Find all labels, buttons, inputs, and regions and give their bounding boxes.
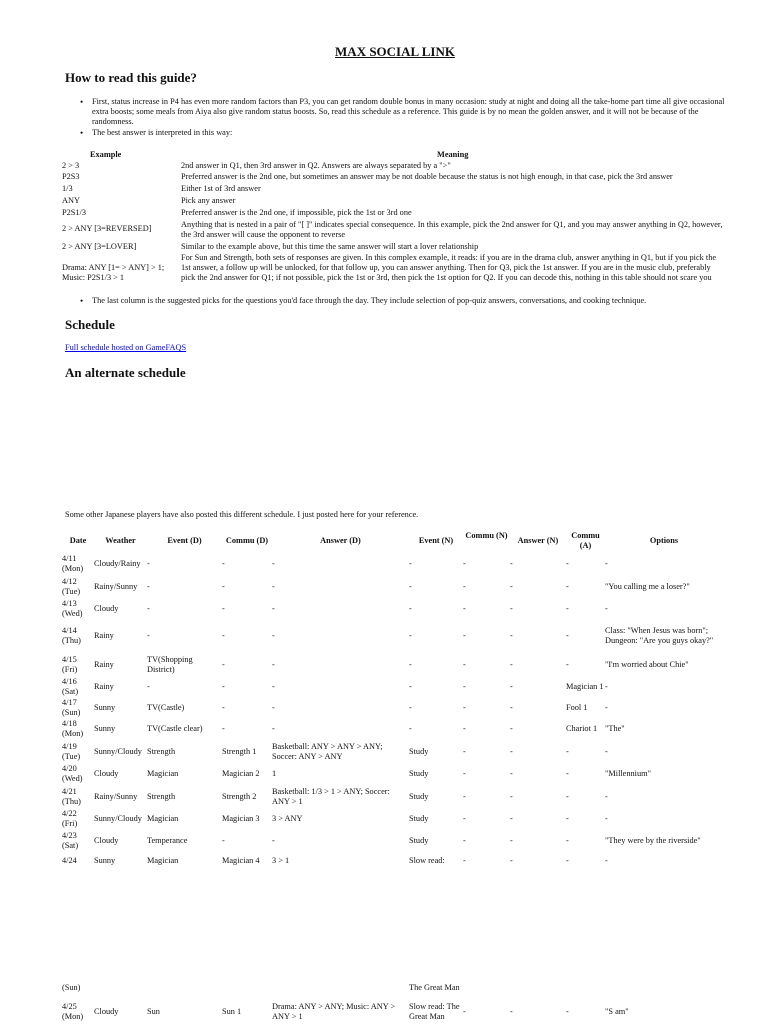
cell-commu-night: - [463, 791, 466, 801]
header-commu-after: Commu (A) [571, 531, 600, 550]
cell-weather: Sunny [94, 856, 116, 865]
cell-commu-after: - [566, 603, 569, 613]
cell-commu-after: Chariot 1 [566, 724, 598, 733]
howto-bullets-end [80, 296, 725, 307]
cell-date: 4/22 (Fri) [62, 809, 78, 828]
legend-example: 2 > 3 [62, 161, 80, 170]
cell-weather: Cloudy [94, 603, 119, 613]
legend-example: P2S3 [62, 172, 80, 181]
cell-date: 4/25 (Mon) [62, 1002, 84, 1021]
cell-date: 4/15 (Fri) [62, 654, 78, 674]
cell-commu-night: - [463, 603, 466, 613]
cell-event-day: - [147, 603, 150, 613]
cell-date: 4/13 (Wed) [62, 598, 83, 618]
cell-commu-after: - [566, 559, 569, 568]
cell-commu-day: Sun 1 [222, 1007, 242, 1016]
bullet-last-column: • The last column is the suggested picks for the questions you'd face through the day. They include selection of pop-quiz answers, conversations, and cooking technique. [80, 296, 725, 306]
cell-commu-after: - [566, 856, 569, 865]
cell-date: 4/21 (Thu) [62, 786, 81, 806]
cell-commu-after: - [566, 769, 569, 778]
cell-weather: Rainy [94, 682, 114, 691]
cell-date: 4/18 (Mon) [62, 719, 84, 738]
cell-event-night: Study [409, 769, 429, 778]
cell-weather: Rainy/Sunny [94, 791, 138, 801]
cell-event-day: TV(Shopping District) [147, 654, 193, 674]
howto-bullets [80, 97, 725, 139]
legend-example: ANY [62, 196, 80, 205]
cell-event-night: Study [409, 791, 429, 801]
cell-options: - [605, 814, 608, 823]
cell-options: - [605, 856, 608, 865]
cell-commu-after: - [566, 659, 569, 669]
legend-meaning: Either 1st of 3rd answer [181, 184, 261, 193]
cell-event-day: Strength [147, 791, 176, 801]
schedule-heading: Schedule [65, 317, 115, 332]
cell-answer-night: - [510, 835, 513, 845]
legend-example: 2 > ANY [3=REVERSED] [62, 224, 152, 233]
cell-event-night: The Great Man [409, 983, 460, 992]
cell-options: Class: "When Jesus was born"; Dungeon: "Are you guys okay?" [605, 626, 714, 645]
cell-answer-day: - [272, 559, 275, 568]
legend-meaning: For Sun and Strength, both sets of responses are given. In this complex example, it reads: if you are in the drama club, answer anything in Q1, but if you pick the 1st answer, a follow up will be unlocked, for that follow up, you can answer anything. Then for Q3, pick the 1st answer. If you are in the music club, preferably pick the 2nd answer for Q1; if not possible, pick the 1st or 3rd, then pick the 1st option for Q2. If you can decode this, nothing in this table should not scare you [181, 253, 717, 282]
cell-commu-day: Magician 4 [222, 856, 260, 865]
cell-commu-after: - [566, 835, 569, 845]
cell-event-night: - [409, 659, 412, 669]
cell-weather: Cloudy [94, 1007, 119, 1016]
legend-example: 1/3 [62, 184, 73, 193]
cell-answer-night: - [510, 791, 513, 801]
cell-answer-night: - [510, 769, 513, 778]
cell-answer-night: - [510, 856, 513, 865]
cell-answer-night: - [510, 631, 513, 640]
cell-answer-night: - [510, 682, 513, 691]
cell-answer-night: - [510, 659, 513, 669]
cell-commu-day: - [222, 559, 225, 568]
cell-commu-after: - [566, 1007, 569, 1016]
cell-event-day: - [147, 631, 150, 640]
cell-answer-night: - [510, 1007, 513, 1016]
cell-event-night: - [409, 603, 412, 613]
cell-date: 4/11 (Mon) [62, 554, 84, 573]
cell-event-night: - [409, 682, 412, 691]
cell-answer-day: - [272, 835, 275, 845]
cell-answer-day: - [272, 631, 275, 640]
cell-options: "You calling me a loser?" [605, 582, 690, 591]
cell-options: "Millennium" [605, 769, 651, 778]
legend-meaning: Anything that is nested in a pair of "[ ]" indicates special consequence. In this example, pick the 2nd answer for Q1, and you may answer anything in Q2, however, the 3rd answer will cause the opponent to reverse [181, 220, 723, 239]
cell-weather: Cloudy/Rainy [94, 559, 141, 568]
cell-commu-night: - [463, 769, 466, 778]
cell-commu-after: Fool 1 [566, 703, 588, 712]
cell-event-night: Study [409, 814, 429, 823]
cell-date: 4/20 (Wed) [62, 764, 83, 783]
cell-weather: Sunny/Cloudy [94, 747, 142, 756]
cell-answer-day: - [272, 582, 275, 591]
cell-commu-day: - [222, 835, 225, 845]
cell-commu-night: - [463, 835, 466, 845]
cell-answer-night: - [510, 747, 513, 756]
cell-commu-day: - [222, 659, 225, 669]
cell-event-day: Magician [147, 814, 179, 823]
cell-event-day: Magician [147, 856, 179, 865]
cell-date: 4/17 (Sun) [62, 698, 81, 717]
legend-meaning: Preferred answer is the 2nd one, if impossible, pick the 1st or 3rd one [181, 208, 412, 217]
alternate-heading: An alternate schedule [65, 365, 186, 380]
legend-meaning: 2nd answer in Q1, then 3rd answer in Q2. Answers are always separated by a ">" [181, 161, 451, 170]
header-weather: Weather [105, 536, 136, 545]
cell-answer-day: - [272, 682, 275, 691]
legend-example: 2 > ANY [3=LOVER] [62, 242, 137, 251]
cell-event-night: Study [409, 835, 429, 845]
legend-meaning-header: Meaning [437, 150, 469, 159]
cell-weather: Cloudy [94, 769, 119, 778]
cell-weather: Rainy [94, 659, 114, 669]
cell-commu-after: - [566, 814, 569, 823]
cell-weather: Cloudy [94, 835, 119, 845]
cell-answer-night: - [510, 703, 513, 712]
cell-commu-night: - [463, 559, 466, 568]
cell-event-day: - [147, 559, 150, 568]
cell-date: 4/19 (Tue) [62, 742, 81, 761]
cell-commu-day: - [222, 603, 225, 613]
cell-event-day: TV(Castle) [147, 703, 185, 712]
cell-commu-day: Magician 2 [222, 769, 260, 778]
cell-commu-day: Strength 2 [222, 791, 257, 801]
header-options: Options [649, 536, 679, 545]
cell-answer-night: - [510, 603, 513, 613]
cell-event-night: Study [409, 747, 429, 756]
cell-commu-after: - [566, 791, 569, 801]
cell-answer-day: Basketball: 1/3 > 1 > ANY; Soccer: ANY > 1 [272, 786, 390, 806]
cell-answer-night: - [510, 814, 513, 823]
cell-event-day: Temperance [147, 835, 188, 845]
legend-example: Drama: ANY [1= > ANY] > 1; Music: P2S1/3 > 1 [62, 263, 165, 282]
cell-commu-day: - [222, 703, 225, 712]
cell-answer-day: - [272, 724, 275, 733]
cell-commu-day: - [222, 682, 225, 691]
cell-options: "The" [605, 724, 625, 733]
cell-event-day: - [147, 582, 150, 591]
cell-commu-after: - [566, 631, 569, 640]
cell-event-day: TV(Castle clear) [147, 724, 203, 733]
cell-answer-day: 3 > 1 [272, 856, 290, 865]
cell-commu-night: - [463, 747, 466, 756]
cell-date: 4/16 (Sat) [62, 677, 79, 696]
cell-date: 4/23 (Sat) [62, 830, 79, 850]
cell-commu-day: - [222, 724, 225, 733]
cell-options: - [605, 603, 608, 613]
cell-options: - [605, 747, 608, 756]
header-event-night: Event (N) [418, 536, 454, 545]
cell-event-night: Slow read: [409, 856, 445, 865]
header-commu-day: Commu (D) [225, 536, 269, 545]
cell-answer-day: - [272, 659, 275, 669]
legend-meaning: Similar to the example above, but this time the same answer will start a lover relationship [181, 242, 479, 251]
bullet-randomness: • First, status increase in P4 has even more random factors than P3, you can get random double bonus in many occasion: study at night and doing all the take-home part time all give occasional extra boosts; some meals from Aiya also give random status boosts. So, read this schedule as a reference. This guide is by no mean the golden answer, and it will not be because of the randomness. [80, 97, 725, 127]
cell-options: - [605, 559, 608, 568]
cell-commu-day: Strength 1 [222, 747, 257, 756]
cell-commu-day: Magician 3 [222, 814, 260, 823]
cell-event-day: - [147, 682, 150, 691]
cell-weather: Rainy/Sunny [94, 582, 138, 591]
cell-commu-after: - [566, 582, 569, 591]
legend-example: P2S1/3 [62, 208, 86, 217]
cell-weather: Rainy [94, 631, 114, 640]
cell-date: 4/24 [62, 856, 77, 865]
cell-commu-night: - [463, 814, 466, 823]
header-date: Date [69, 536, 87, 545]
cell-event-day: Magician [147, 769, 179, 778]
cell-answer-day: 3 > ANY [272, 814, 303, 823]
header-commu-night: Commu (N) [465, 531, 508, 540]
cell-answer-day: - [272, 703, 275, 712]
cell-commu-night: - [463, 1007, 466, 1016]
cell-answer-day: - [272, 603, 275, 613]
cell-answer-night: - [510, 724, 513, 733]
header-event-day: Event (D) [167, 536, 202, 545]
cell-date: 4/12 (Tue) [62, 577, 81, 596]
page-title: MAX SOCIAL LINK [335, 44, 455, 59]
cell-commu-day: - [222, 582, 225, 591]
cell-commu-night: - [463, 724, 466, 733]
cell-commu-after: Magician 1 [566, 682, 604, 691]
cell-event-day: Strength [147, 747, 176, 756]
cell-options: "I'm worried about Chie" [605, 659, 689, 669]
cell-commu-night: - [463, 703, 466, 712]
cell-event-night: - [409, 724, 412, 733]
cell-event-night: - [409, 559, 412, 568]
cell-event-day: Sun [147, 1007, 160, 1016]
cell-options: "They were by the riverside" [605, 835, 701, 845]
cell-answer-night: - [510, 559, 513, 568]
cell-answer-day: 1 [272, 769, 277, 778]
cell-weather: Sunny/Cloudy [94, 814, 142, 823]
cell-answer-day: Drama: ANY > ANY; Music: ANY > ANY > 1 [272, 1002, 396, 1021]
cell-commu-night: - [463, 582, 466, 591]
howto-heading: How to read this guide? [65, 70, 197, 85]
cell-options: - [605, 703, 608, 712]
alternate-intro: Some other Japanese players have also posted this different schedule. I just posted here for your reference. [65, 510, 419, 519]
cell-commu-night: - [463, 659, 466, 669]
cell-commu-night: - [463, 682, 466, 691]
cell-event-night: - [409, 582, 412, 591]
bullet-interpretation: • The best answer is interpreted in this way: [80, 128, 725, 138]
legend-meaning: Pick any answer [181, 196, 236, 205]
legend-meaning: Preferred answer is the 2nd one, but sometimes an answer may be not doable because the status is not high enough, in that case, pick the 3rd answer [181, 172, 673, 181]
cell-commu-night: - [463, 631, 466, 640]
cell-options: "S am" [605, 1007, 629, 1016]
cell-date: 4/14 (Thu) [62, 626, 81, 645]
header-answer-day: Answer (D) [320, 536, 361, 545]
legend-example-header: Example [90, 150, 122, 159]
cell-event-night: - [409, 631, 412, 640]
cell-commu-night: - [463, 856, 466, 865]
cell-weather: Sunny [94, 703, 116, 712]
cell-weather: Sunny [94, 724, 116, 733]
gamefaqs-schedule-link[interactable]: Full schedule hosted on GameFAQS [65, 343, 187, 352]
cell-options: - [605, 682, 608, 691]
cell-date: (Sun) [62, 983, 81, 992]
cell-answer-night: - [510, 582, 513, 591]
cell-commu-day: - [222, 631, 225, 640]
cell-event-night: Slow read: The Great Man [409, 1002, 460, 1021]
cell-event-night: - [409, 703, 412, 712]
cell-answer-day: Basketball: ANY > ANY > ANY; Soccer: ANY > ANY [272, 742, 383, 761]
cell-commu-after: - [566, 747, 569, 756]
header-answer-night: Answer (N) [517, 536, 559, 545]
cell-options: - [605, 791, 608, 801]
